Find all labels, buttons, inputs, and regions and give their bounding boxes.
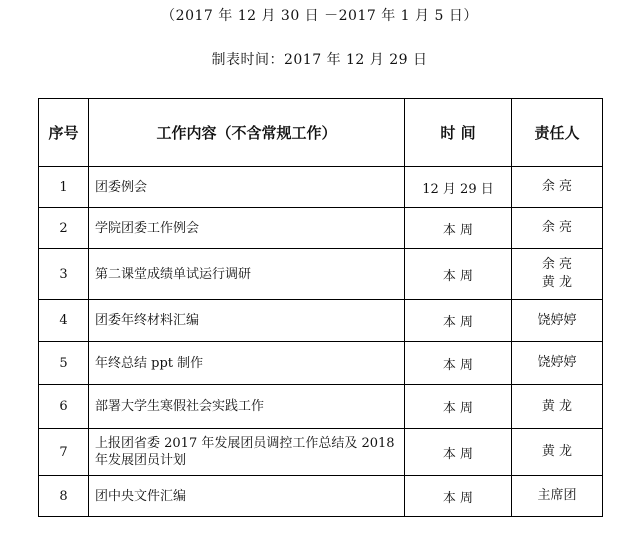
work-time: 本 周 [405,342,512,385]
responsible-person [512,342,603,385]
table-row [39,208,603,249]
work-time: 本 周 [405,300,512,342]
work-content: 团中央文件汇编 [89,476,405,517]
work-content: 部署大学生寒假社会实践工作 [89,385,405,429]
work-content: 学院团委工作例会 [89,208,405,249]
table-row [39,167,603,208]
table-row [39,300,603,342]
row-number: 6 [39,385,89,429]
responsible-person [512,208,603,249]
owner-name: 余 亮 [541,257,573,272]
work-content: 上报团省委 2017 年发展团员调控工作总结及 2018 年发展团员计划 [89,429,405,476]
owner-name: 黄 龙 [541,275,573,290]
column-header-content: 工作内容（不含常规工作） [89,99,405,167]
column-header-time: 时 间 [405,99,512,167]
work-time: 本 周 [405,476,512,517]
table-row [39,476,603,517]
table-row [39,249,603,300]
responsible-person [512,429,603,476]
responsible-person [512,300,603,342]
row-number: 1 [39,167,89,208]
table-header-row [39,99,603,167]
owner-name: 饶婷婷 [537,312,577,328]
date-range: （2017 年 12 月 30 日 －2017 年 1 月 5 日） [161,8,478,24]
row-number: 7 [39,429,89,476]
responsible-person [512,167,603,208]
work-time: 本 周 [405,429,512,476]
work-time: 本 周 [405,208,512,249]
column-header-no: 序号 [39,99,89,167]
owner-name: 余 亮 [541,220,573,235]
table-row [39,342,603,385]
responsible-person [512,249,603,300]
work-schedule-table [38,98,603,517]
table-row [39,385,603,429]
owner-name: 主席团 [537,488,577,503]
work-time: 本 周 [405,385,512,429]
row-number: 4 [39,300,89,342]
work-time: 本 周 [405,249,512,300]
owner-name: 余 亮 [541,179,573,194]
owner-name: 饶婷婷 [537,355,577,370]
work-content: 团委年终材料汇编 [89,300,405,342]
work-content: 第二课堂成绩单试运行调研 [89,249,405,300]
work-content: 团委例会 [89,167,405,208]
table-row [39,429,603,476]
owner-name: 黄 龙 [541,398,573,414]
responsible-person [512,385,603,429]
work-content: 年终总结 ppt 制作 [89,342,405,385]
work-time: 12 月 29 日 [405,167,512,208]
owner-name: 黄 龙 [541,444,573,459]
row-number: 8 [39,476,89,517]
row-number: 5 [39,342,89,385]
responsible-person [512,476,603,517]
row-number: 3 [39,249,89,300]
row-number: 2 [39,208,89,249]
column-header-owner: 责任人 [512,99,603,167]
table-made-date: 制表时间：2017 年 12 月 29 日 [211,52,428,68]
